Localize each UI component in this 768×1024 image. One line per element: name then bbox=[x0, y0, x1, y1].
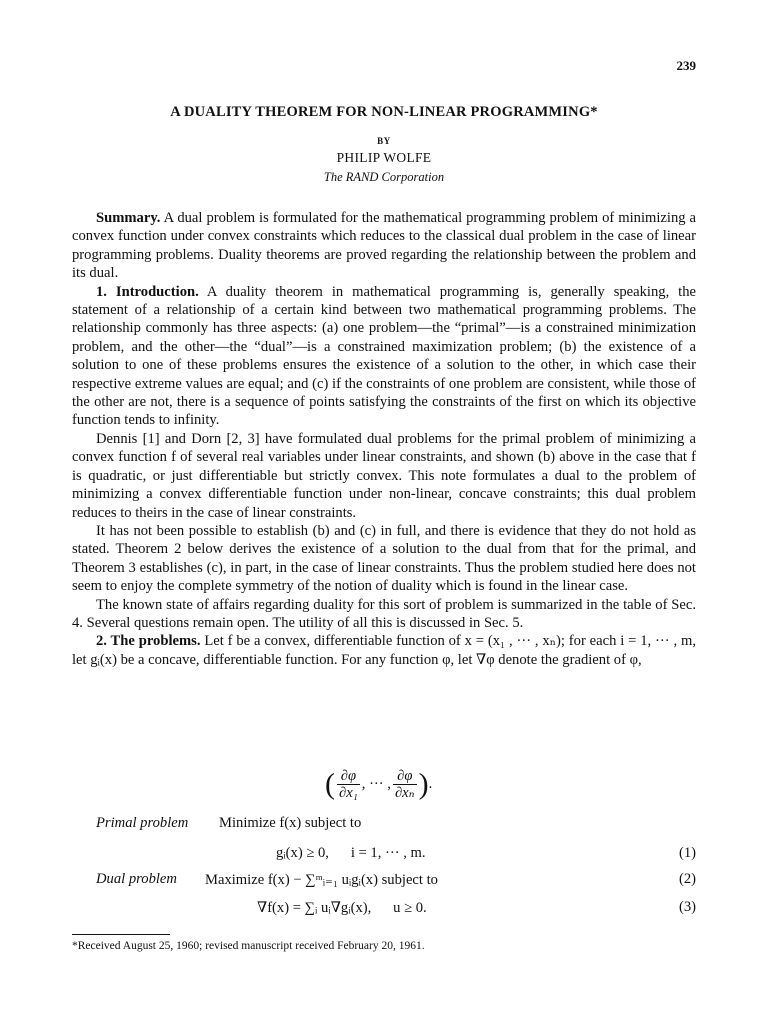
paragraph-problems bbox=[72, 632, 696, 669]
footnote: *Received August 25, 1960; revised manuscript received February 20, 1961. bbox=[72, 940, 425, 952]
right-paren: ) bbox=[418, 767, 429, 801]
author-affiliation: The RAND Corporation bbox=[323, 170, 445, 184]
paragraph-text: A dual problem is formulated for the mathematical programming problem of minimizing a convex function under convex constraints which reduces to the classical dual problem in the case of linear programming problems. Duality theorems are proved regarding the relationship between the problem and its dual. bbox=[72, 210, 696, 282]
paragraph-text: The known state of affairs regarding duality for this sort of problem is summarized in the table of Sec. 4. Several questions remain open. The utility of all this is discussed in Sec. 5. bbox=[72, 596, 696, 631]
footnote-rule bbox=[72, 934, 170, 935]
paragraph-introduction bbox=[72, 283, 696, 430]
paragraph-text: Let f be a convex, differentiable function of x = (x₁ , ··· , xₙ); for each i = 1, ··· , m, let gᵢ(x) be a concave, differentiable function. For any function φ, let ∇φ denote the gradient of φ, bbox=[72, 633, 696, 668]
primal-problem-text: Minimize f(x) subject to bbox=[219, 815, 362, 831]
partial-fraction-1: $\frac{\partial\varphi}{\text{∂x₁}}$ bbox=[339, 768, 358, 801]
equation-number-1: (1) bbox=[678, 845, 696, 861]
byline-by: BY bbox=[377, 136, 391, 146]
primal-problem-label: Primal problem bbox=[96, 815, 189, 831]
paragraph-lead: 1. Introduction. bbox=[96, 283, 199, 300]
author-name: PHILIP WOLFE bbox=[336, 150, 432, 165]
paragraph-lead: Summary. bbox=[96, 210, 161, 226]
partial-fraction-n: $\frac{\partial\varphi}{\text{∂xₙ}}$ bbox=[394, 768, 415, 801]
equation-number-2: (2) bbox=[678, 871, 696, 887]
paragraph-lead: 2. The problems. bbox=[96, 633, 201, 650]
gradient-formula bbox=[325, 768, 432, 801]
paragraph-state-of-affairs bbox=[72, 596, 696, 633]
gradient-end: . bbox=[428, 775, 433, 792]
paragraph-theorems bbox=[72, 522, 696, 596]
equation-number-3: (3) bbox=[678, 899, 696, 915]
dual-problem-text: Maximize f(x) − ∑ᵐᵢ₌₁ uᵢgᵢ(x) subject to bbox=[205, 872, 438, 888]
primal-constraint: gᵢ(x) ≥ 0, i = 1, ··· , m. bbox=[276, 845, 426, 861]
body-text bbox=[72, 209, 696, 669]
paper-title: A DUALITY THEOREM FOR NON-LINEAR PROGRAMMING* bbox=[170, 104, 598, 120]
page-number: 239 bbox=[676, 58, 696, 73]
paragraph-text: It has not been possible to establish (b) and (c) in full, and there is evidence that they do not hold as stated. Theorem 2 below derives the existence of a solution to the dual from that for the primal, and Theorem 3 establishes (c), in part, in the case of linear constraints. Thus the problem studied here does not seem to enjoy the complete symmetry of the notion of duality which is found in the linear case. bbox=[72, 522, 696, 595]
gradient-separator: , ··· , bbox=[361, 775, 391, 792]
paragraph-summary bbox=[72, 209, 696, 283]
paragraph-text: Dennis [1] and Dorn [2, 3] have formulated dual problems for the primal problem of minimizing a convex function f of several real variables under linear constraints, and shown (b) above in the case that f is quadratic, or just differentiable but strictly convex. This note formulates a dual to the problem of minimizing a convex differentiable function under non-linear, concave constraints; this dual problem reduces to theirs in the case of linear constraints. bbox=[72, 430, 696, 521]
paragraph-dennis-dorn bbox=[72, 430, 696, 522]
dual-problem-label: Dual problem bbox=[96, 871, 177, 887]
dual-constraint: ∇f(x) = ∑ᵢ uᵢ∇gᵢ(x), u ≥ 0. bbox=[257, 900, 427, 916]
paragraph-text: A duality theorem in mathematical programming is, generally speaking, the statement of a relationship of a certain kind between two mathematical programming problems. The relationship commonly has three aspects: (a) one problem—the “primal”—is a constrained minimization problem, and the other—the “dual”—is a constrained maximization problem; (b) the existence of a solution to one of these problems ensures the existence of a solution to the other, in which case their respective extreme values are equal; and (c) if the constraints of one problem are consistent, while those of the other are not, there is a sequence of points satisfying the constraints of the first on which its objective function tends to infinity. bbox=[72, 283, 697, 429]
left-paren: ( bbox=[325, 767, 335, 801]
